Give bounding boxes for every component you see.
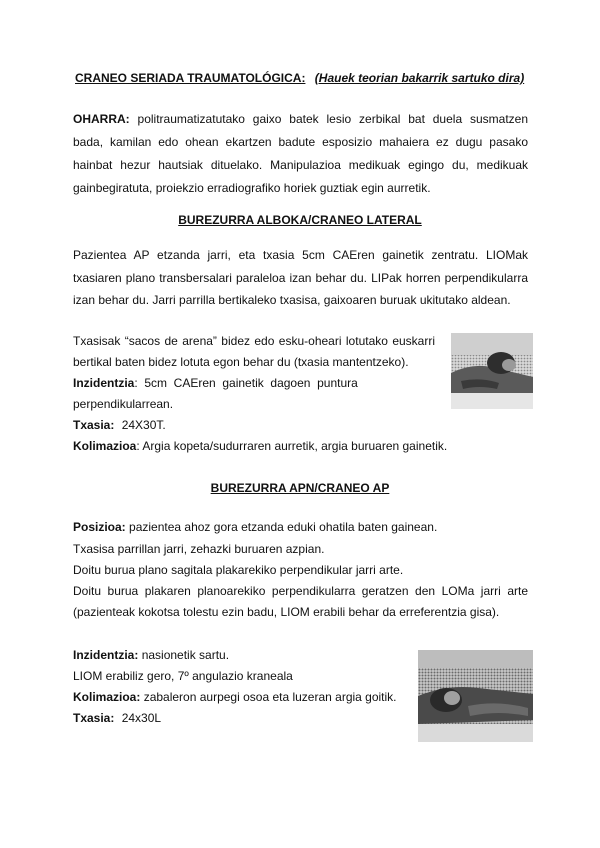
- oharra-line-1: [73, 112, 528, 127]
- lateral-collimation-label: Kolimazioa: [73, 439, 137, 453]
- ap-collimation-text: zabaleron aurpegi osoa eta luzeran argia goitik.: [143, 690, 397, 704]
- ap-line-3: Doitu burua plano sagitala plakarekiko perpendikular jarri arte.: [73, 563, 404, 577]
- lateral-collimation-text: : Argia kopeta/sudurraren aurretik, argia buruaren gainetik.: [136, 439, 448, 453]
- lateral-collimation-line: [73, 439, 447, 454]
- ap-position-label: Posizioa:: [73, 520, 126, 534]
- lateral-chassis-line: [73, 418, 166, 433]
- lateral-p2-line-1: Txasisak “sacos de arena” bidez edo esku-oheari lotutako euskarri: [73, 334, 435, 348]
- title-note: (Hauek teorian bakarrik sartuko dira): [314, 71, 525, 85]
- lateral-incidence-label: Inzidentzia: [73, 376, 135, 390]
- lateral-p2-line-2: bertikal baten bidez lotuta egon behar du (txasia mantentzeko).: [73, 355, 409, 369]
- lateral-p1-line-3: izan behar du. Jarri parrilla bertikaleko txasisa, gaixoaren buruak ukitutako aldean.: [73, 293, 511, 307]
- ap-chassis-value: 24x30L: [121, 711, 162, 725]
- ap-chassis-label: Txasia:: [73, 711, 115, 725]
- lateral-incidence-line: [73, 376, 435, 391]
- ap-incidence-text: nasionetik sartu.: [141, 648, 230, 662]
- lateral-incidence-text: : 5cm CAEren gainetik dagoen puntura: [134, 376, 358, 390]
- lateral-heading: BUREZURRA ALBOKA/CRANEO LATERAL: [178, 213, 422, 227]
- oharra-label: OHARRA:: [73, 112, 130, 126]
- ap-position-photo: [418, 650, 533, 742]
- ap-collimation-line: [73, 690, 397, 705]
- lateral-chassis-value: 24X30T.: [121, 418, 166, 432]
- lateral-p1-line-2: txasiaren plano transbersalari paraleloa izan behar du. LIPak horren perpendikularra: [73, 271, 528, 285]
- ap-collimation-label: Kolimazioa:: [73, 690, 141, 704]
- lateral-chassis-label: Txasia:: [73, 418, 115, 432]
- ap-liom-line: LIOM erabiliz gero, 7º angulazio kraneala: [73, 669, 293, 683]
- document-title: [75, 71, 524, 86]
- lateral-position-photo: [451, 333, 533, 409]
- ap-line-2: Txasisa parrillan jarri, zehazki buruaren azpian.: [73, 542, 325, 556]
- oharra-line-3: hainbat hezur hautsiak dituelako. Manipulazioa medikuak egingo du, medikuak: [73, 158, 528, 172]
- ap-chassis-line: [73, 711, 161, 726]
- lateral-incidence-line-2: perpendikularrean.: [73, 397, 174, 411]
- oharra-line-4: gainbegiratuta, proiekzio erradiografiko horiek guztiak egin aurretik.: [73, 181, 431, 195]
- ap-line-4: Doitu burua plakaren planoarekiko perpendikularra geratzen den LOMa jarri arte: [73, 584, 528, 598]
- ap-incidence-label: Inzidentzia:: [73, 648, 139, 662]
- ap-position-text: pazientea ahoz gora etzanda eduki ohatila baten gainean.: [129, 520, 438, 534]
- ap-incidence-line: [73, 648, 229, 663]
- ap-line-5: (pazienteak kokotsa tolestu ezin badu, LIOM erabili behar da erreferentzia gisa).: [73, 605, 500, 619]
- ap-heading: BUREZURRA APN/CRANEO AP: [210, 481, 390, 495]
- oharra-text-1: politraumatizatutako gaixo batek lesio zerbikal bat duela susmatzen: [137, 112, 528, 126]
- title-main: CRANEO SERIADA TRAUMATOLÓGICA:: [75, 71, 306, 85]
- oharra-line-2: bada, kamilan edo ohean ekartzen badute esposizio mahaiera ez dugu pasako: [73, 135, 528, 149]
- ap-position-line: [73, 520, 437, 535]
- lateral-p1-line-1: Pazientea AP etzanda jarri, eta txasia 5cm CAEren gainetik zentratu. LIOMak: [73, 248, 528, 262]
